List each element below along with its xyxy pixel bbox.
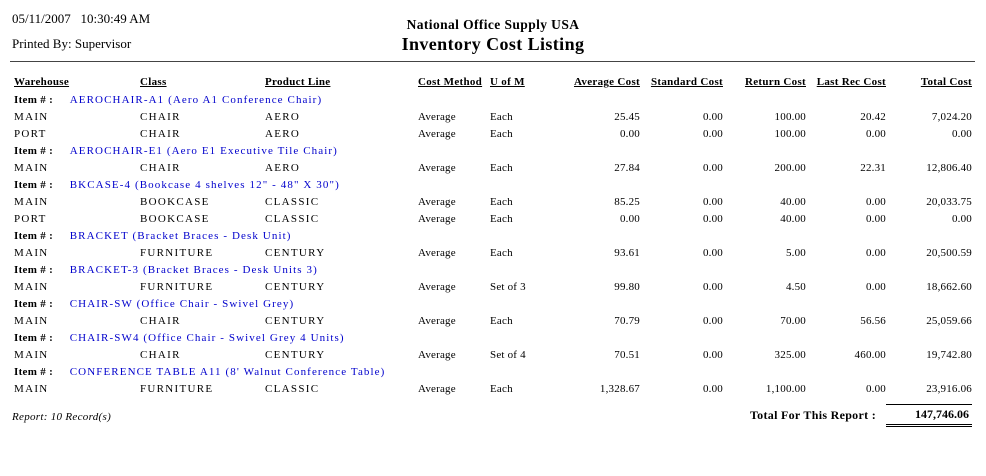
item-number-label: Item # : — [14, 230, 54, 242]
cell-warehouse: MAIN — [14, 196, 49, 208]
cell-uofm: Each — [490, 162, 513, 174]
cell-total-cost: 23,916.06 — [926, 383, 972, 395]
table-row — [0, 160, 986, 177]
table-row — [0, 109, 986, 126]
cell-average-cost: 93.61 — [614, 247, 640, 259]
cell-return-cost: 4.50 — [785, 281, 806, 293]
column-header-last-rec-cost: Last Rec Cost — [816, 76, 886, 88]
cell-average-cost: 0.00 — [619, 128, 640, 140]
cell-product-line: CENTURY — [265, 281, 326, 293]
cell-warehouse: MAIN — [14, 281, 49, 293]
cell-uofm: Each — [490, 196, 513, 208]
column-header-average-cost: Average Cost — [573, 76, 640, 88]
item-header-row — [0, 92, 986, 109]
item-name: BKCASE-4 (Bookcase 4 shelves 12" - 48" X 30") — [69, 179, 340, 191]
cell-average-cost: 99.80 — [614, 281, 640, 293]
item-header-row — [0, 296, 986, 313]
cell-class: CHAIR — [140, 128, 181, 140]
cell-total-cost: 20,500.59 — [926, 247, 972, 259]
cell-average-cost: 27.84 — [614, 162, 640, 174]
cell-uofm: Set of 4 — [490, 349, 526, 361]
item-number-label: Item # : — [14, 332, 54, 344]
cell-product-line: CENTURY — [265, 315, 326, 327]
cell-total-cost: 0.00 — [951, 128, 972, 140]
item-name: CHAIR-SW (Office Chair - Swivel Grey) — [69, 298, 295, 310]
table-row — [0, 279, 986, 296]
cell-cost-method: Average — [418, 213, 456, 225]
cell-return-cost: 70.00 — [780, 315, 806, 327]
column-header-return-cost: Return Cost — [744, 76, 806, 88]
table-row — [0, 347, 986, 364]
cell-product-line: CENTURY — [265, 349, 326, 361]
cell-cost-method: Average — [418, 383, 456, 395]
cell-standard-cost: 0.00 — [702, 383, 723, 395]
item-number-label: Item # : — [14, 298, 54, 310]
cell-warehouse: MAIN — [14, 247, 49, 259]
cell-uofm: Each — [490, 128, 513, 140]
cell-cost-method: Average — [418, 162, 456, 174]
cell-product-line: AERO — [265, 128, 301, 140]
cell-total-cost: 25,059.66 — [926, 315, 972, 327]
cell-uofm: Each — [490, 383, 513, 395]
item-number-label: Item # : — [14, 179, 54, 191]
cell-last-rec-cost: 0.00 — [865, 247, 886, 259]
cell-last-rec-cost: 0.00 — [865, 383, 886, 395]
cell-class: BOOKCASE — [140, 213, 210, 225]
cell-warehouse: MAIN — [14, 349, 49, 361]
cell-cost-method: Average — [418, 128, 456, 140]
record-count: Report: 10 Record(s) — [12, 411, 112, 423]
item-number-label: Item # : — [14, 145, 54, 157]
header-divider — [10, 61, 975, 62]
cell-standard-cost: 0.00 — [702, 349, 723, 361]
cell-uofm: Each — [490, 247, 513, 259]
column-header-class: Class — [140, 76, 167, 88]
cell-cost-method: Average — [418, 349, 456, 361]
table-header-row — [0, 74, 986, 91]
cell-total-cost: 18,662.60 — [926, 281, 972, 293]
item-header-row — [0, 177, 986, 194]
cell-cost-method: Average — [418, 247, 456, 259]
cell-standard-cost: 0.00 — [702, 162, 723, 174]
cell-class: CHAIR — [140, 315, 181, 327]
cell-return-cost: 40.00 — [780, 196, 806, 208]
cell-warehouse: PORT — [14, 128, 47, 140]
item-name: AEROCHAIR-E1 (Aero E1 Executive Tile Chair) — [69, 145, 338, 157]
cell-standard-cost: 0.00 — [702, 196, 723, 208]
cell-warehouse: MAIN — [14, 315, 49, 327]
item-name: CHAIR-SW4 (Office Chair - Swivel Grey 4 Units) — [69, 332, 345, 344]
item-name: BRACKET (Bracket Braces - Desk Unit) — [69, 230, 292, 242]
column-header-total-cost: Total Cost — [920, 76, 972, 88]
cell-total-cost: 19,742.80 — [926, 349, 972, 361]
cell-standard-cost: 0.00 — [702, 128, 723, 140]
table-row — [0, 194, 986, 211]
cell-class: CHAIR — [140, 162, 181, 174]
cell-average-cost: 0.00 — [619, 213, 640, 225]
column-header-standard-cost: Standard Cost — [650, 76, 723, 88]
cell-average-cost: 25.45 — [614, 111, 640, 123]
cell-last-rec-cost: 56.56 — [860, 315, 886, 327]
cell-uofm: Each — [490, 213, 513, 225]
cell-standard-cost: 0.00 — [702, 213, 723, 225]
item-name: BRACKET-3 (Bracket Braces - Desk Units 3) — [69, 264, 318, 276]
item-number-label: Item # : — [14, 264, 54, 276]
cell-product-line: CLASSIC — [265, 383, 320, 395]
cell-warehouse: MAIN — [14, 111, 49, 123]
cell-return-cost: 325.00 — [774, 349, 806, 361]
table-row — [0, 245, 986, 262]
cell-total-cost: 20,033.75 — [926, 196, 972, 208]
cell-standard-cost: 0.00 — [702, 111, 723, 123]
cell-last-rec-cost: 22.31 — [860, 162, 886, 174]
cell-last-rec-cost: 0.00 — [865, 196, 886, 208]
cell-last-rec-cost: 0.00 — [865, 128, 886, 140]
cell-average-cost: 85.25 — [614, 196, 640, 208]
item-header-row — [0, 364, 986, 381]
cell-cost-method: Average — [418, 196, 456, 208]
column-header-product-line: Product Line — [265, 76, 331, 88]
column-header-uofm: U of M — [490, 76, 525, 88]
cell-cost-method: Average — [418, 281, 456, 293]
cell-class: BOOKCASE — [140, 196, 210, 208]
item-header-row — [0, 262, 986, 279]
cell-return-cost: 5.00 — [785, 247, 806, 259]
cell-standard-cost: 0.00 — [702, 247, 723, 259]
cell-product-line: AERO — [265, 162, 301, 174]
cell-last-rec-cost: 0.00 — [865, 213, 886, 225]
cell-standard-cost: 0.00 — [702, 281, 723, 293]
cell-last-rec-cost: 0.00 — [865, 281, 886, 293]
table-row — [0, 381, 986, 398]
cell-average-cost: 70.79 — [614, 315, 640, 327]
item-number-label: Item # : — [14, 366, 54, 378]
cell-class: CHAIR — [140, 111, 181, 123]
cell-return-cost: 100.00 — [774, 128, 806, 140]
table-row — [0, 211, 986, 228]
cell-standard-cost: 0.00 — [702, 315, 723, 327]
table-row — [0, 126, 986, 143]
cell-class: CHAIR — [140, 349, 181, 361]
cell-total-cost: 12,806.40 — [926, 162, 972, 174]
cell-average-cost: 1,328.67 — [599, 383, 640, 395]
report-title: Inventory Cost Listing — [401, 34, 585, 54]
item-header-row — [0, 143, 986, 160]
total-value: 147,746.06 — [886, 404, 972, 427]
cell-cost-method: Average — [418, 111, 456, 123]
printed-by: Printed By: Supervisor — [12, 36, 132, 51]
cell-average-cost: 70.51 — [614, 349, 640, 361]
cell-return-cost: 1,100.00 — [765, 383, 806, 395]
company-name: National Office Supply USA — [406, 17, 580, 32]
item-name: AEROCHAIR-A1 (Aero A1 Conference Chair) — [69, 94, 323, 106]
cell-uofm: Each — [490, 315, 513, 327]
cell-class: FURNITURE — [140, 383, 214, 395]
cell-uofm: Set of 3 — [490, 281, 526, 293]
cell-uofm: Each — [490, 111, 513, 123]
table-row — [0, 313, 986, 330]
cell-product-line: CENTURY — [265, 247, 326, 259]
table-body — [0, 92, 986, 398]
cell-total-cost: 0.00 — [951, 213, 972, 225]
cell-cost-method: Average — [418, 315, 456, 327]
total-label: Total For This Report : — [749, 408, 876, 422]
cell-warehouse: MAIN — [14, 383, 49, 395]
column-header-cost-method: Cost Method — [418, 76, 483, 88]
cell-class: FURNITURE — [140, 247, 214, 259]
item-header-row — [0, 330, 986, 347]
item-number-label: Item # : — [14, 94, 54, 106]
cell-product-line: CLASSIC — [265, 213, 320, 225]
cell-class: FURNITURE — [140, 281, 214, 293]
report-total — [750, 404, 972, 427]
cell-return-cost: 200.00 — [774, 162, 806, 174]
cell-return-cost: 100.00 — [774, 111, 806, 123]
report-footer — [12, 404, 972, 434]
cell-product-line: CLASSIC — [265, 196, 320, 208]
cell-last-rec-cost: 20.42 — [860, 111, 886, 123]
item-header-row — [0, 228, 986, 245]
cell-warehouse: PORT — [14, 213, 47, 225]
cell-product-line: AERO — [265, 111, 301, 123]
cell-total-cost: 7,024.20 — [931, 111, 972, 123]
cell-last-rec-cost: 460.00 — [854, 349, 886, 361]
column-header-warehouse: Warehouse — [14, 76, 70, 88]
item-name: CONFERENCE TABLE A11 (8' Walnut Conference Table) — [69, 366, 386, 378]
cell-return-cost: 40.00 — [780, 213, 806, 225]
cell-warehouse: MAIN — [14, 162, 49, 174]
report-datetime: 05/11/2007 10:30:49 AM — [12, 11, 151, 26]
